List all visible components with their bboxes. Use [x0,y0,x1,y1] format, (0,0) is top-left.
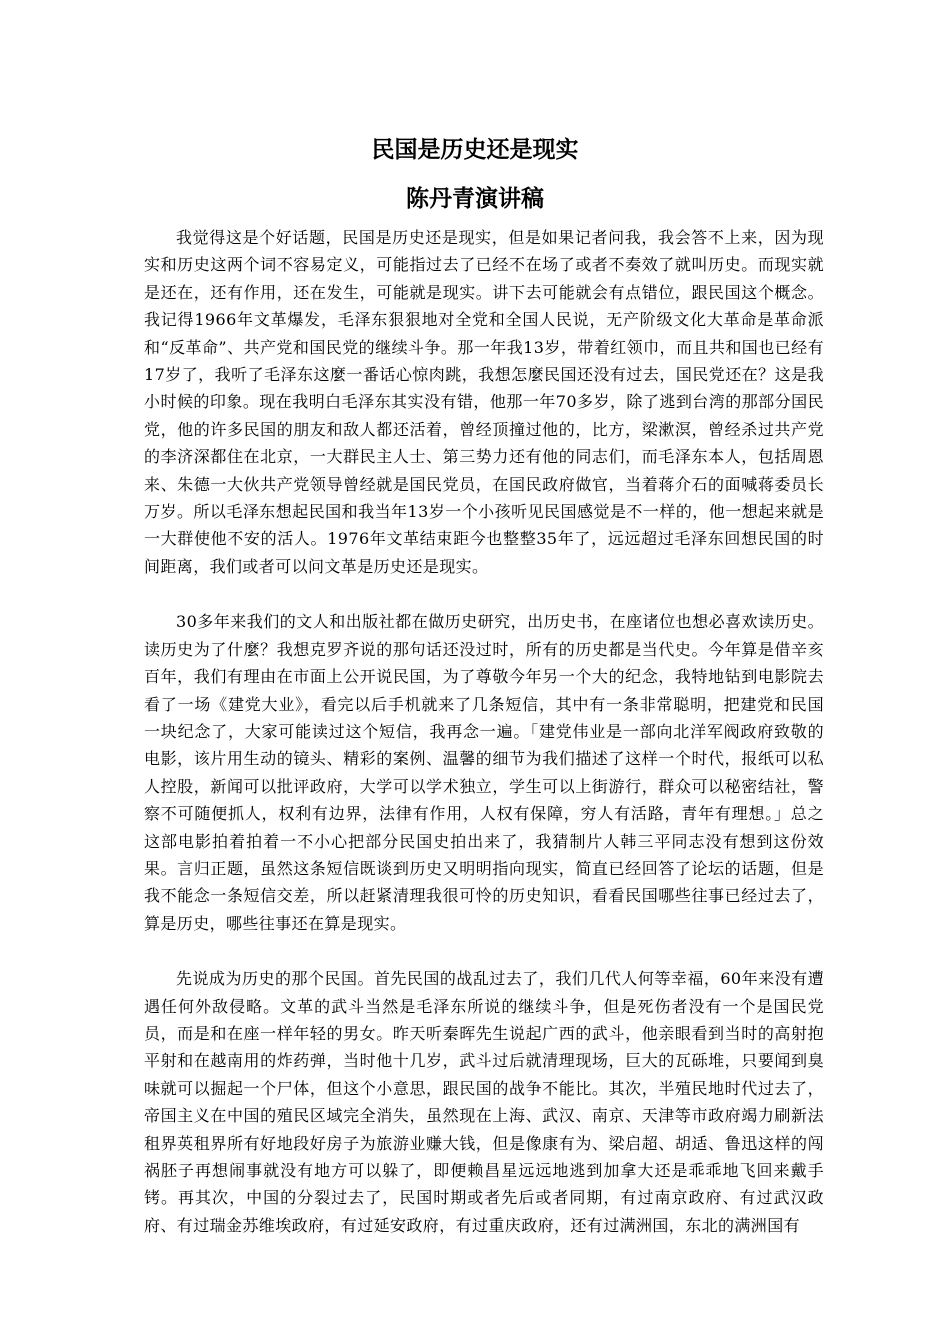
paragraph-3: 先说成为历史的那个民国。首先民国的战乱过去了，我们几代人何等幸福，60年来没有遭遇任何外敌侵略。文革的武斗当然是毛泽东所说的继续斗争，但是死伤者没有一个是国民党员，而是和在座一样年轻的男女。昨天听秦晖先生说起广西的武斗，他亲眼看到当时的高射抱平射和在越南用的炸药弹，当时他十几岁，武斗过后就清理现场，巨大的瓦砾堆，只要闻到臭味就可以掘起一个尸体，但这个小意思，跟民国的战争不能比。其次，半殖民地时代过去了，帝国主义在中国的殖民区域完全消失，虽然现在上海、武汉、南京、天津等市政府竭力刷新法租界英租界所有好地段好房子为旅游业赚大钱，但是像康有为、梁启超、胡适、鲁迅这样的闯祸胚子再想闹事就没有地方可以躲了，即便赖昌星远远地逃到加拿大还是乖乖地飞回来戴手铐。再其次，中国的分裂过去了，民国时期或者先后或者同期，有过南京政府、有过武汉政府、有过瑞金苏维埃政府，有过延安政府，有过重庆政府，还有过满洲国，东北的满洲国有 [144,969,824,1235]
paragraph-2: 30多年来我们的文人和出版社都在做历史研究，出历史书，在座诸位也想必喜欢读历史。读历史为了什麼？我想克罗齐说的那句话还没过时，所有的历史都是当代史。今年算是借辛亥百年，我们有理由在市面上公开说民国，为了尊敬今年另一个大的纪念，我特地钻到电影院去看了一场《建党大业》，看完以后手机就来了几条短信，其中有一条非常聪明，把建党和民国一块纪念了，大家可能读过这个短信，我再念一遍。「建党伟业是一部向北洋军阀政府致敬的电影，该片用生动的镜头、精彩的案例、温馨的细节为我们描述了这样一个时代，报纸可以私人控股，新闻可以批评政府，大学可以学术独立，学生可以上街游行，群众可以秘密结社，警察不可随便抓人，权利有边界，法律有作用，人权有保障，穷人有活路，青年有理想。」总之这部电影拍着拍着一不小心把部分民国史拍出来了，我猜制片人韩三平同志没有想到这份效果。言归正题，虽然这条短信既谈到历史又明明指向现实，简直已经回答了论坛的话题，但是我不能念一条短信交差，所以赶紧清理我很可怜的历史知识，看看民国哪些往事已经过去了，算是历史，哪些往事还在算是现实。 [144,612,824,933]
page-subtitle: 陈丹青演讲稿 [406,186,544,212]
document-body [144,224,824,1239]
paragraph-1: 我觉得这是个好话题，民国是历史还是现实，但是如果记者问我，我会答不上来，因为现实和历史这两个词不容易定义，可能指过去了已经不在场了或者不奏效了就叫历史。而现实就是还在，还有作用，还在发生，可能就是现实。讲下去可能就会有点错位，跟民国这个概念。我记得1966年文革爆发，毛泽东狠狠地对全党和全国人民说，无产阶级文化大革命是革命派和“反革命”、共产党和国民党的继续斗争。那一年我13岁，带着红领巾，而且共和国也已经有17岁了，我听了毛泽东这麼一番话心惊肉跳，我想怎麼民国还没有过去，国民党还在？这是我小时候的印象。现在我明白毛泽东其实没有错，他那一年70多岁，除了逃到台湾的那部分国民党，他的许多民国的朋友和敌人都还活着，曾经顶撞过他的，比方，梁漱溟，曾经杀过共产党的李济深都住在北京，一大群民主人士、第三势力还有他的同志们，而毛泽东本人，包括周恩来、朱德一大伙共产党领导曾经就是国民党员，在国民政府做官，当着蒋介石的面喊蒋委员长万岁。所以毛泽东想起民国和我当年13岁一个小孩听见民国感觉是不一样的，他一想起来就是一大群使他不安的活人。1976年文革结束距今也整整35年了，远远超过毛泽东回想民国的时间距离，我们或者可以问文革是历史还是现实。 [144,228,824,576]
page-title: 民国是历史还是现实 [371,137,579,163]
